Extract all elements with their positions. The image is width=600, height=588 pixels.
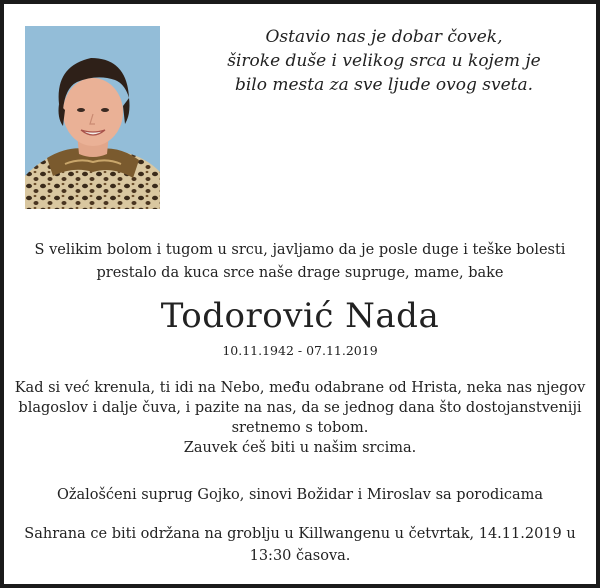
mourning-family: Ožalošćeni suprug Gojko, sinovi Božidar i Miroslav sa porodicama (56, 487, 544, 503)
tribute-text (4, 378, 596, 458)
announcement (4, 239, 596, 285)
tribute-line: sretnemo s tobom. (231, 420, 369, 436)
announcement-line: prestalo da kuca srce naše drage supruge, mame, bake (96, 265, 504, 281)
portrait-image (25, 26, 160, 209)
funeral-line: 13:30 časova. (249, 548, 351, 564)
quote-line: široke duše i velikog srca u kojem je (227, 51, 541, 71)
deceased-name: Todorović Nada (160, 296, 440, 336)
funeral-line: Sahrana ce biti održana na groblju u Killwangenu u četvrtak, 14.11.2019 u (24, 526, 576, 542)
quote-line: bilo mesta za sve ljude ovog sveta. (234, 75, 534, 95)
life-dates: 10.11.1942 - 07.11.2019 (222, 343, 378, 358)
funeral-info (4, 523, 596, 567)
tribute-line: Kad si već krenula, ti idi na Nebo, među odabrane od Hrista, neka nas njegov (14, 380, 586, 396)
quote-line: Ostavio nas je dobar čovek, (265, 27, 503, 47)
portrait-photo (25, 26, 160, 209)
memorial-quote (194, 25, 574, 97)
announcement-line: S velikim bolom i tugom u srcu, javljamo da je posle duge i teške bolesti (34, 242, 566, 258)
tribute-line: Zauvek ćeš biti u našim srcima. (183, 440, 417, 456)
tribute-line: blagoslov i dalje čuva, i pazite na nas, da se jednog dana što dostojanstveniji (18, 400, 582, 416)
